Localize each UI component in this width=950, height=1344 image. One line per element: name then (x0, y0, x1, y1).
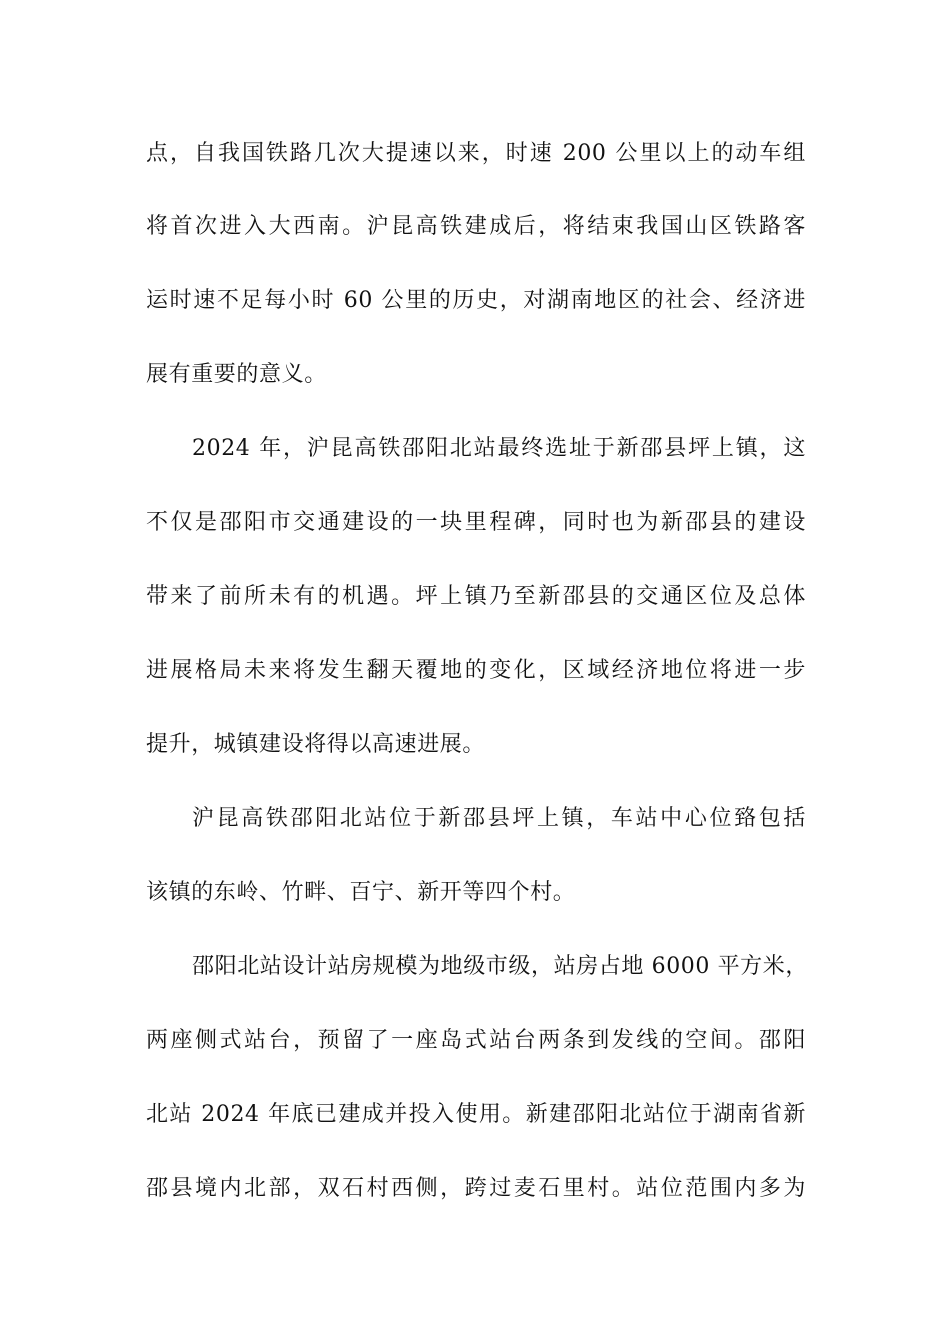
text-line: 2024 年，沪昆高铁邵阳北站最终选址于新邵县坪上镇，这 (192, 436, 806, 461)
text-line: 邵县境内北部，双石村西侧，跨过麦石里村。站位范围内多为 (146, 1176, 806, 1201)
text-line: 展有重要的意义。 (146, 362, 327, 387)
text-line: 提升，城镇建设将得以高速进展。 (146, 732, 486, 757)
text-line: 北站 2024 年底已建成并投入使用。新建邵阳北站位于湖南省新 (146, 1102, 806, 1127)
text-line: 将首次进入大西南。沪昆高铁建成后，将结束我国山区铁路客 (146, 214, 806, 239)
text-line: 邵阳北站设计站房规模为地级市级，站房占地 6000 平方米， (192, 954, 808, 979)
text-line: 带来了前所未有的机遇。坪上镇乃至新邵县的交通区位及总体 (146, 584, 806, 609)
text-line: 不仅是邵阳市交通建设的一块里程碑，同时也为新邵县的建设 (146, 510, 806, 535)
text-line: 点，自我国铁路几次大提速以来，时速 200 公里以上的动车组 (146, 141, 806, 166)
text-line: 进展格局未来将发生翻天覆地的变化，区域经济地位将进一步 (146, 658, 806, 683)
text-line: 沪昆高铁邵阳北站位于新邵县坪上镇，车站中心位臵包括 (192, 806, 806, 831)
text-line: 两座侧式站台，预留了一座岛式站台两条到发线的空间。邵阳 (146, 1028, 806, 1053)
text-line: 该镇的东岭、竹畔、百宁、新开等四个村。 (146, 880, 576, 905)
text-line: 运时速不足每小时 60 公里的历史，对湖南地区的社会、经济进 (146, 288, 806, 313)
